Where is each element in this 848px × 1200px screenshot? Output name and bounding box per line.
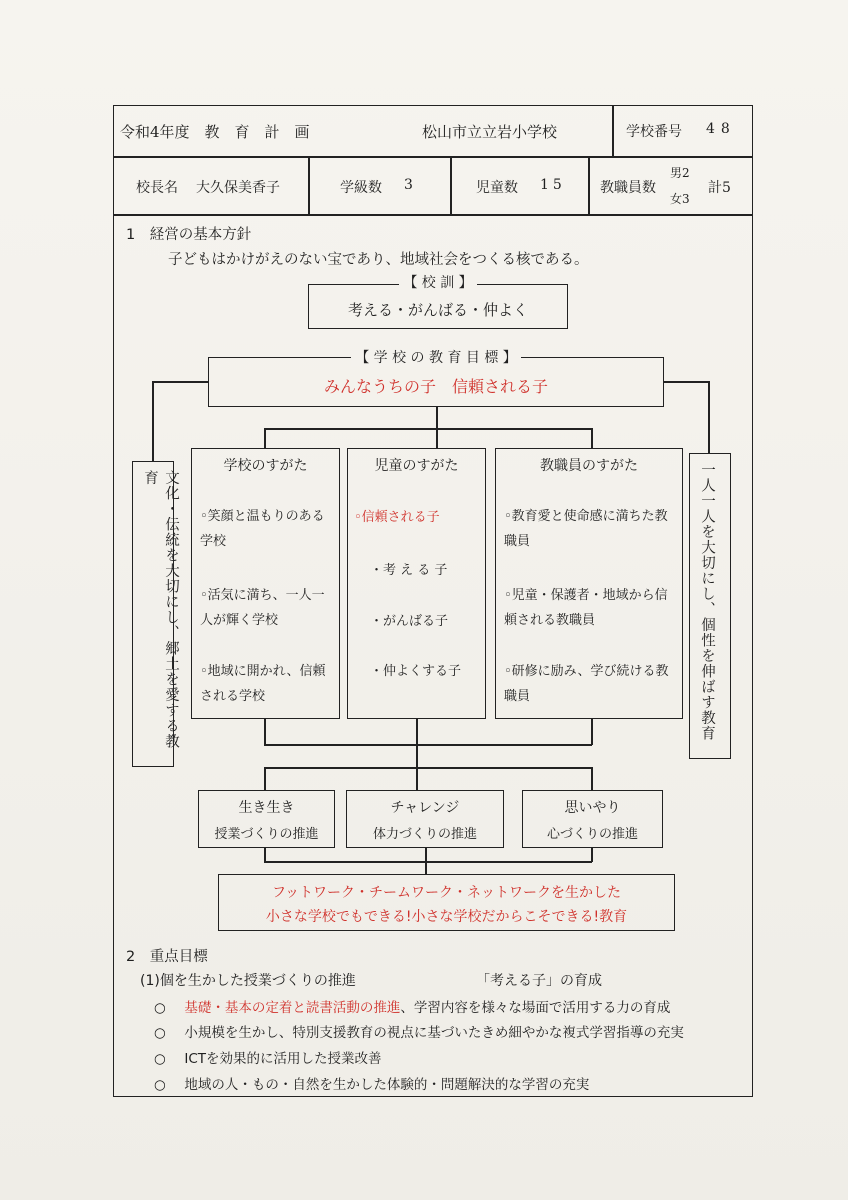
row2-col-2 [450,156,452,214]
staff-item-2: ◦児童・保護者・地域から信頼される教職員 [504,588,668,628]
students-value: 15 [540,177,566,193]
header-divider-2 [113,214,753,216]
staff-column-title: 教職員のすがた [540,458,638,474]
goal-label: 【 学 校 の 教 育 目 標 】 [208,347,664,367]
school-item-3: ◦地域に開かれ、信頼される学校 [200,664,326,704]
priority-item-3-text: ICTを効果的に活用した授業改善 [184,1051,382,1067]
staff-item-1: ◦教育愛と使命感に満ちた教職員 [504,509,668,549]
classes-label: 学級数 [340,180,382,196]
priority-item-1 [154,996,670,1016]
child-item-1: ・考 え る 子 [370,563,448,578]
header-divider-1 [113,156,753,158]
priority-item-2 [154,1021,684,1041]
staff-female: 女3 [670,192,690,206]
priority-item-1-highlight: 基礎・基本の定着と読書活動の推進 [184,1000,401,1016]
row2-col-1 [308,156,310,214]
bullet-icon: ○ [154,1025,166,1041]
row2-col-3 [588,156,590,214]
classes-value: 3 [404,177,413,193]
school-name: 松山市立立岩小学校 [422,123,558,141]
header-col-divider [612,105,614,156]
priority-item-3 [154,1047,382,1067]
child-item-2: ・がんばる子 [370,614,449,629]
priority-item-4 [154,1073,589,1093]
school-number: 48 [706,121,736,137]
pillar-heart-top: 思いやり [564,800,621,816]
section2-heading: 2 重点目標 [126,949,208,965]
left-side-text: 文化・伝統を大切にし、郷土を愛する教育 [142,470,179,749]
school-number-label: 学校番号 [626,124,682,140]
students-label: 児童数 [476,180,518,196]
section2-subheading-right: 「考える子」の育成 [476,973,602,989]
staff-male: 男2 [670,166,690,180]
right-side-text: 一人一人を大切にし、個性を伸ばす教育 [699,462,715,741]
pillar-physical-bottom: 体力づくりの推進 [372,827,477,842]
staff-total: 計5 [708,180,731,196]
priority-item-4-text: 地域の人・もの・自然を生かした体験的・問題解決的な学習の充実 [184,1077,590,1093]
school-column-title: 学校のすがた [223,458,308,474]
pillar-heart-bottom: 心づくりの推進 [546,827,638,842]
bullet-icon: ○ [154,1051,166,1067]
pillar-physical-top: チャレンジ [390,800,460,816]
section2-subheading: (1)個を生かした授業づくりの推進 [140,973,356,989]
slogan-line-2: 小さな学校でもできる!小さな学校だからこそできる!教育 [265,909,628,925]
plan-title: 令和4年度 教 育 計 画 [120,123,310,141]
motto-text: 考える・がんばる・仲よく [347,301,528,319]
principal-label: 校長名 [136,180,178,196]
basic-policy: 子どもはかけがえのない宝であり、地域社会をつくる核である。 [168,252,589,268]
staff-item-3: ◦研修に励み、学び続ける教職員 [504,664,669,704]
slogan-line-1: フットワーク・チームワーク・ネットワークを生かした [271,885,622,901]
child-column-title: 児童のすがた [374,458,459,474]
bullet-icon: ○ [154,1000,166,1016]
section1-heading: 1 経営の基本方針 [126,227,252,243]
priority-item-1-text: 、学習内容を様々な場面で活用する力の育成 [400,1000,671,1016]
goal-text: みんなうちの子 信頼される子 [323,377,548,396]
child-item-3: ・仲よくする子 [370,664,462,679]
principal-name: 大久保美香子 [196,180,280,196]
bullet-icon: ○ [154,1077,166,1093]
school-item-2: ◦活気に満ち、一人一人が輝く学校 [200,588,325,628]
school-item-1: ◦笑顔と温もりのある学校 [200,509,325,549]
motto-label: 【 校 訓 】 [308,272,568,292]
priority-item-2-text: 小規模を生かし、特別支援教育の視点に基づいたきめ細やかな複式学習指導の充実 [184,1025,684,1041]
staff-label: 教職員数 [600,180,656,196]
pillar-lesson-bottom: 授業づくりの推進 [214,827,319,842]
pillar-lesson-top: 生き生き [238,800,295,816]
child-highlight: ◦信頼される子 [354,510,440,525]
